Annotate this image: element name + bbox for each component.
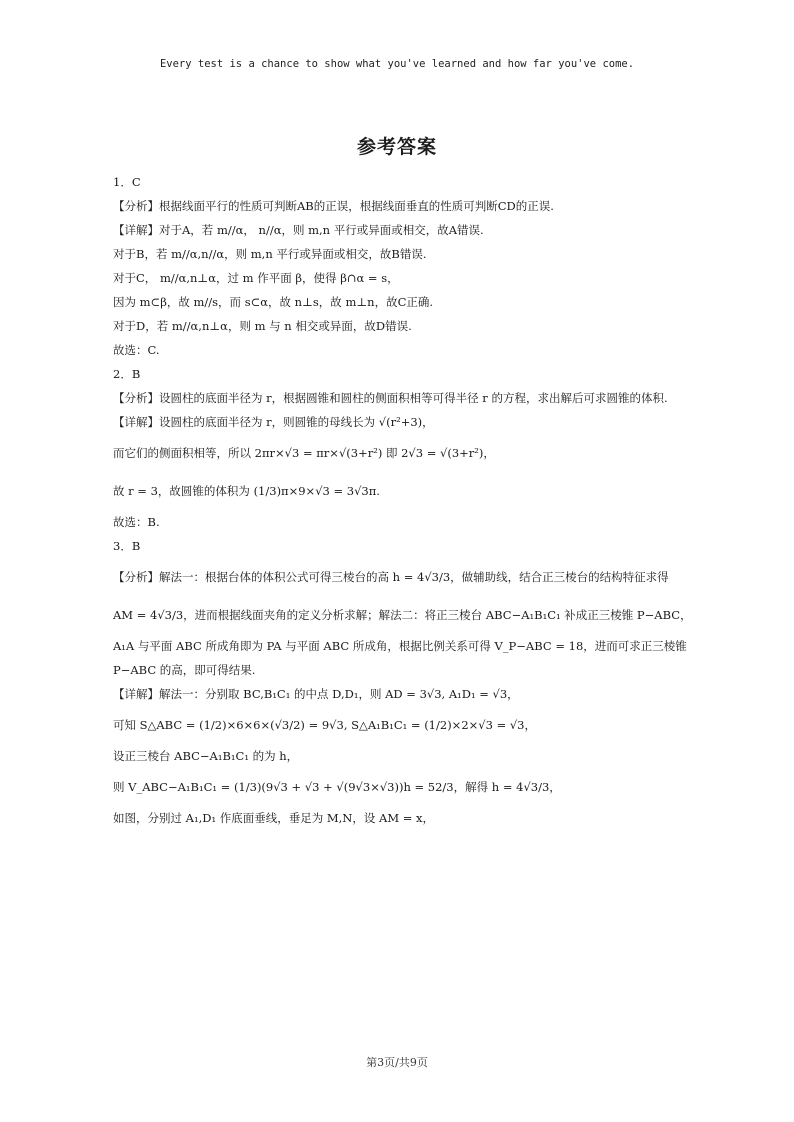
answer-line: AM = 4√3/3，进而根据线面夹角的定义分析求解；解法二：将正三棱台 ABC−A₁B₁C₁ 补成正三棱锥 P−ABC， — [113, 608, 692, 622]
answer-line: 则 V_ABC−A₁B₁C₁ = (1/3)(9√3 + √3 + √(9√3×√3))h = 52/3，解得 h = 4√3/3， — [113, 780, 561, 794]
answer-line: 故选：C. — [113, 343, 160, 357]
answer-line: 【分析】设圆柱的底面半径为 r，根据圆锥和圆柱的侧面积相等可得半径 r 的方程，求出解后可求圆锥的体积. — [113, 391, 668, 405]
answer-line: 【详解】对于A，若 m//α， n//α，则 m,n 平行或异面或相交，故A错误. — [113, 223, 484, 237]
answer-line: 对于C， m//α,n⊥α，过 m 作平面 β，使得 β∩α = s， — [113, 271, 399, 285]
answer-line: 1．C — [113, 175, 141, 189]
answer-line: 设正三棱台 ABC−A₁B₁C₁ 的为 h， — [113, 749, 299, 763]
page-title: 参考答案 — [356, 136, 437, 158]
answer-content — [113, 170, 693, 830]
answer-line: 可知 S△ABC = (1/2)×6×6×(√3/2) = 9√3, S△A₁B₁C₁ = (1/2)×2×√3 = √3， — [113, 718, 537, 732]
answer-line: 故 r = 3，故圆锥的体积为 (1/3)π×9×√3 = 3√3π. — [113, 484, 380, 498]
answer-line: 3．B — [113, 539, 141, 553]
answer-line: 【分析】根据线面平行的性质可判断AB的正误，根据线面垂直的性质可判断CD的正误. — [113, 199, 554, 213]
answer-line: A₁A 与平面 ABC 所成角即为 PA 与平面 ABC 所成角，根据比例关系可得 V_P−ABC = 18，进而可求正三棱锥 — [113, 639, 687, 653]
page-number: 第3页/共9页 — [366, 1056, 428, 1069]
answer-line: P−ABC 的高，即可得结果. — [113, 663, 256, 677]
answer-line: 【分析】解法一：根据台体的体积公式可得三棱台的高 h = 4√3/3，做辅助线，结合正三棱台的结构特征求得 — [113, 570, 669, 584]
answer-line: 对于B，若 m//α,n//α，则 m,n 平行或异面或相交，故B错误. — [113, 247, 427, 261]
header-motto: Every test is a chance to show what you've learned and how far you've come. — [159, 58, 635, 70]
answer-line: 而它们的侧面积相等，所以 2πr×√3 = πr×√(3+r²) 即 2√3 = √(3+r²)， — [113, 446, 495, 460]
answer-line: 【详解】解法一：分别取 BC,B₁C₁ 的中点 D,D₁，则 AD = 3√3, A₁D₁ = √3， — [113, 687, 519, 701]
answer-line: 如图，分别过 A₁,D₁ 作底面垂线，垂足为 M,N，设 AM = x， — [113, 811, 435, 825]
answer-line: 故选：B. — [113, 515, 160, 529]
answer-line: 对于D，若 m//α,n⊥α，则 m 与 n 相交或异面，故D错误. — [113, 319, 412, 333]
answer-line: 因为 m⊂β，故 m//s，而 s⊂α，故 n⊥s，故 m⊥n，故C正确. — [113, 295, 434, 309]
answer-line: 2．B — [113, 367, 141, 381]
answer-line: 【详解】设圆柱的底面半径为 r，则圆锥的母线长为 √(r²+3)， — [113, 415, 434, 429]
